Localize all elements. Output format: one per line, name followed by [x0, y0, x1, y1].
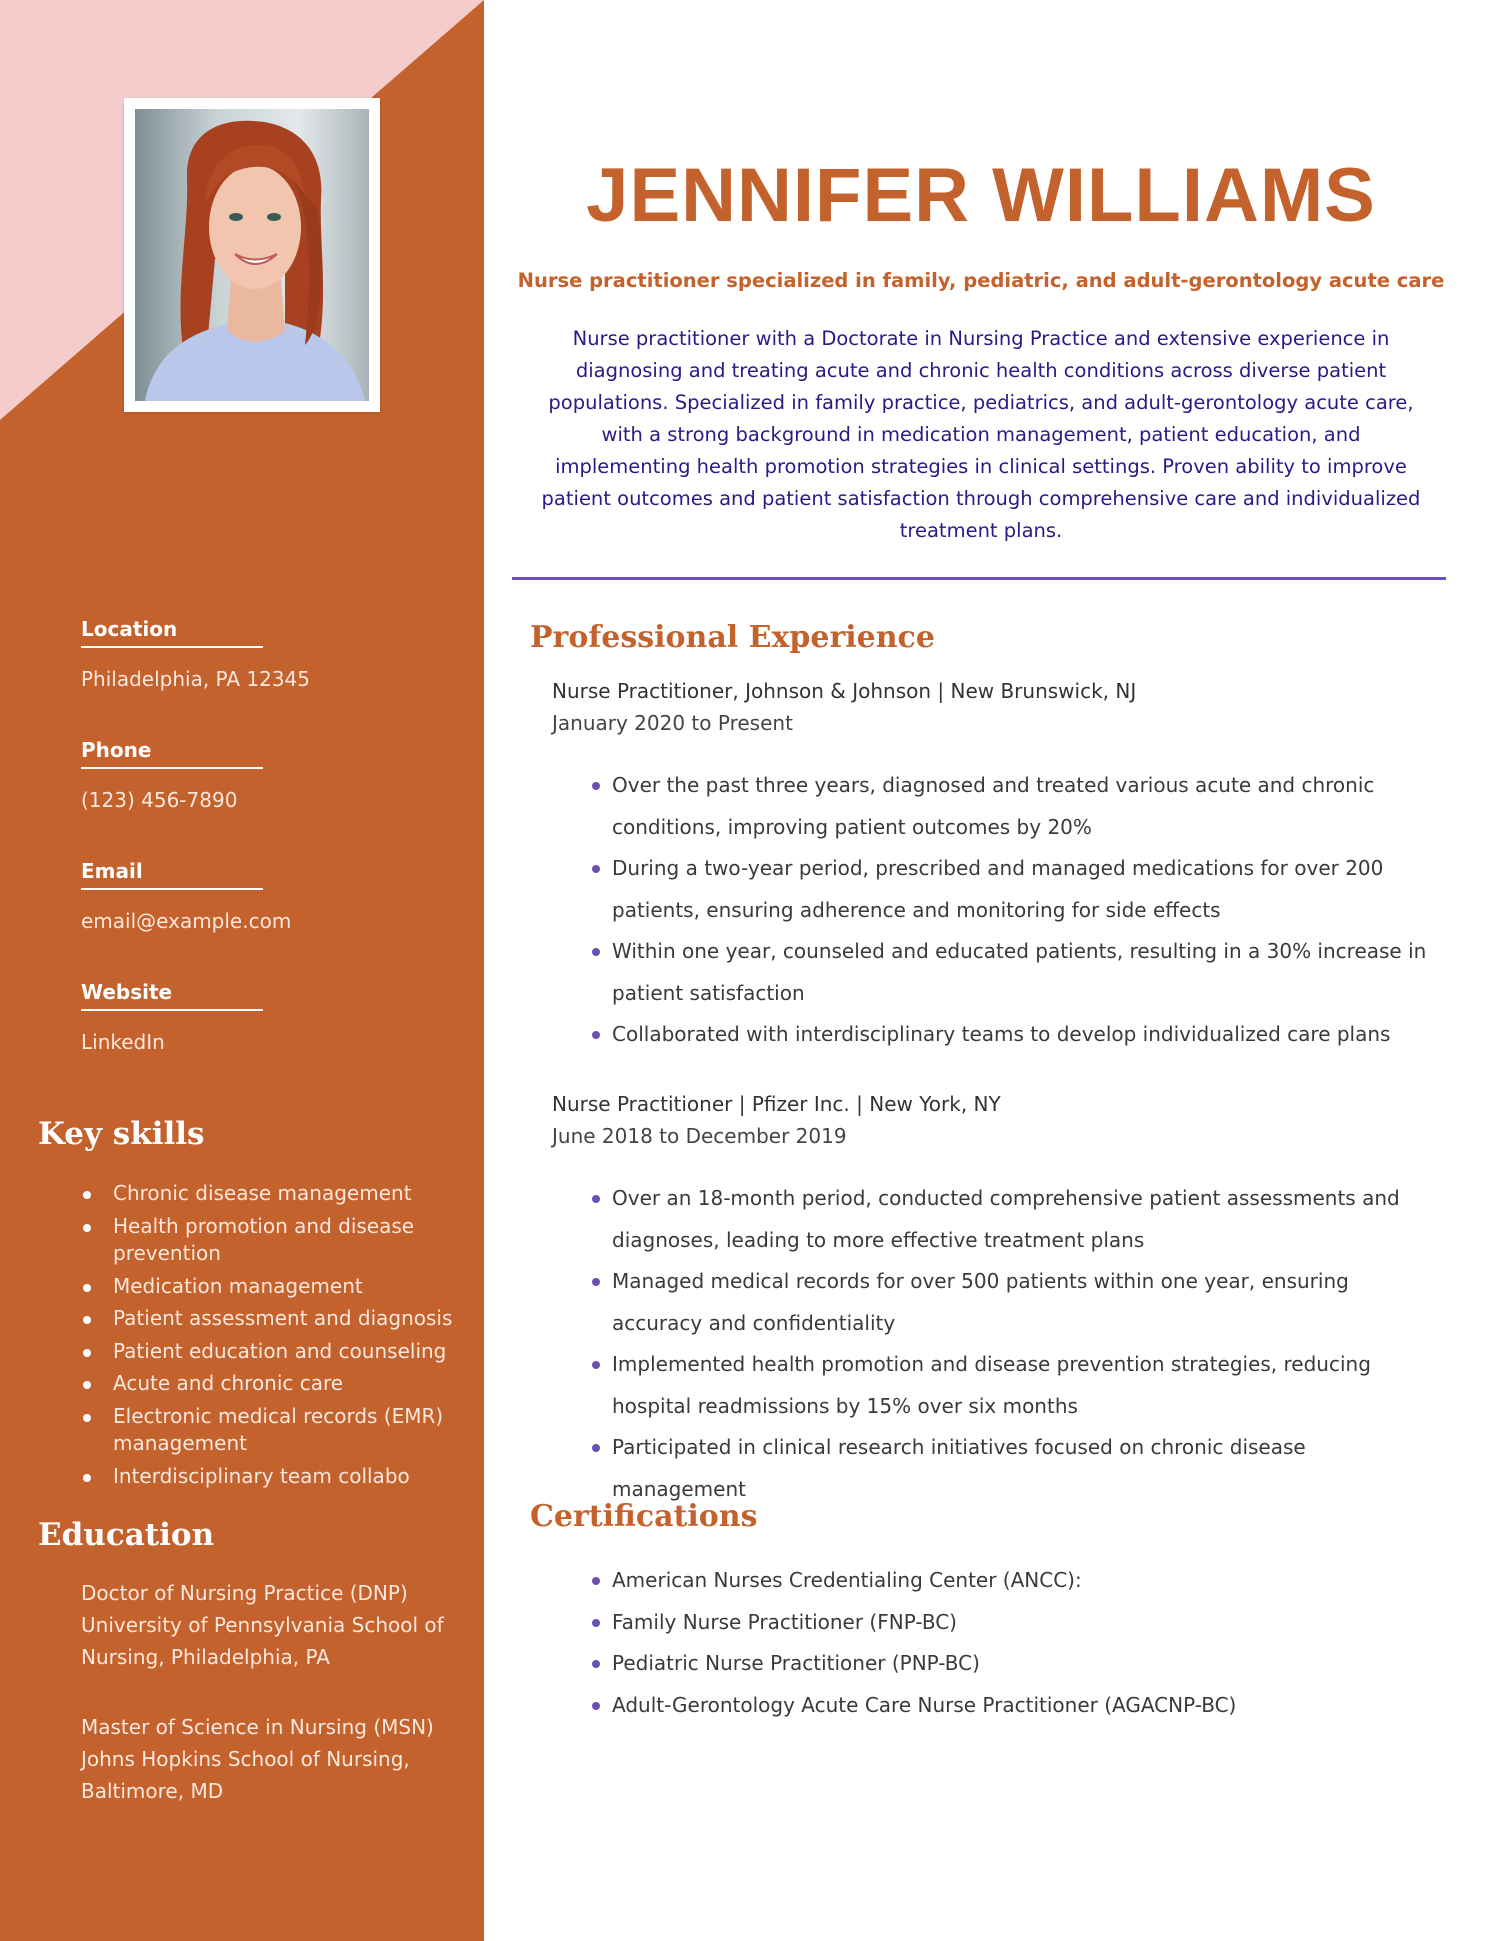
skill-item: Interdisciplinary team collabo	[81, 1463, 471, 1491]
job-title: Nurse Practitioner, Johnson & Johnson | New Brunswick, NJ	[552, 679, 1137, 703]
contact-value: (123) 456-7890	[81, 788, 238, 812]
education-heading: Education	[38, 1517, 215, 1553]
contact-email	[81, 854, 441, 975]
contact-label: Email	[81, 854, 263, 890]
tagline: Nurse practitioner specialized in family, pediatric, and adult-gerontology acute care	[517, 269, 1445, 292]
job-bullet: Within one year, counseled and educated patients, resulting in a 30% increase in patient satisfaction	[592, 931, 1442, 1014]
certifications-list	[592, 1560, 1442, 1726]
skill-item: Patient education and counseling	[81, 1338, 471, 1366]
job-bullet: Over an 18-month period, conducted comprehensive patient assessments and diagnoses, leading to more effective treatment plans	[592, 1178, 1442, 1261]
school: Johns Hopkins School of Nursing, Baltimore, MD	[81, 1747, 410, 1803]
job-bullet: During a two-year period, prescribed and managed medications for over 200 patients, ensuring adherence and monitoring for side effects	[592, 848, 1442, 931]
divider	[512, 577, 1446, 580]
job-bullet: Participated in clinical research initiatives focused on chronic disease management	[592, 1427, 1442, 1510]
education-entry	[81, 1711, 461, 1807]
job-entry	[552, 677, 1452, 1056]
certification-item: Family Nurse Practitioner (FNP-BC)	[592, 1602, 1442, 1644]
summary: Nurse practitioner with a Doctorate in Nursing Practice and extensive experience in diagnosing and treating acute and chronic health conditions across diverse patient populations. Specialized in family practice, pediatrics, and adult-gerontology acute care, with a strong background in medication management, patient education, and implementing health promotion strategies in clinical settings. Proven ability to improve patient outcomes and patient satisfaction through comprehensive care and individualized treatment plans.	[541, 327, 1421, 542]
job-bullet: Over the past three years, diagnosed and treated various acute and chronic conditions, improving patient outcomes by 20%	[592, 765, 1442, 848]
job-entry	[552, 1090, 1452, 1510]
linkedin-link[interactable]: LinkedIn	[81, 1030, 165, 1054]
job-bullets	[592, 765, 1442, 1056]
experience-heading: Professional Experience	[530, 620, 935, 655]
contact-label: Phone	[81, 733, 263, 769]
education-entry	[81, 1577, 461, 1673]
degree: Doctor of Nursing Practice (DNP)	[81, 1581, 408, 1605]
contact-section	[81, 612, 441, 1096]
contact-label: Website	[81, 975, 263, 1011]
contact-value[interactable]: email@example.com	[81, 909, 292, 933]
contact-phone	[81, 733, 441, 854]
contact-value: Philadelphia, PA 12345	[81, 667, 311, 691]
certification-item: Adult-Gerontology Acute Care Nurse Practitioner (AGACNP-BC)	[592, 1685, 1442, 1727]
school: University of Pennsylvania School of Nursing, Philadelphia, PA	[81, 1613, 444, 1669]
candidate-name: JENNIFER WILLIAMS	[586, 153, 1376, 238]
job-title: Nurse Practitioner | Pfizer Inc. | New York, NY	[552, 1092, 1001, 1116]
certification-item: American Nurses Credentialing Center (ANCC):	[592, 1560, 1442, 1602]
job-bullet: Collaborated with interdisciplinary teams to develop individualized care plans	[592, 1014, 1442, 1056]
skill-item: Acute and chronic care	[81, 1370, 471, 1398]
job-bullet: Managed medical records for over 500 patients within one year, ensuring accuracy and confidentiality	[592, 1261, 1442, 1344]
certifications-heading: Certifications	[530, 1499, 758, 1534]
skills-list	[81, 1180, 471, 1495]
profile-photo	[135, 109, 369, 401]
contact-location	[81, 612, 441, 733]
job-dates: June 2018 to December 2019	[552, 1124, 847, 1148]
skill-item: Electronic medical records (EMR) management	[81, 1403, 471, 1458]
sidebar	[0, 0, 484, 1941]
job-bullet: Implemented health promotion and disease prevention strategies, reducing hospital readmissions by 15% over six months	[592, 1344, 1442, 1427]
education-section	[81, 1577, 461, 1845]
skill-item: Health promotion and disease prevention	[81, 1213, 471, 1268]
skill-item: Medication management	[81, 1273, 471, 1301]
profile-photo-frame	[124, 98, 380, 412]
degree: Master of Science in Nursing (MSN)	[81, 1715, 434, 1739]
skill-item: Chronic disease management	[81, 1180, 471, 1208]
job-dates: January 2020 to Present	[552, 711, 793, 735]
skills-heading: Key skills	[38, 1116, 205, 1152]
contact-website	[81, 975, 441, 1096]
contact-label: Location	[81, 612, 263, 648]
certification-item: Pediatric Nurse Practitioner (PNP-BC)	[592, 1643, 1442, 1685]
job-bullets	[592, 1178, 1442, 1510]
skill-item: Patient assessment and diagnosis	[81, 1305, 471, 1333]
